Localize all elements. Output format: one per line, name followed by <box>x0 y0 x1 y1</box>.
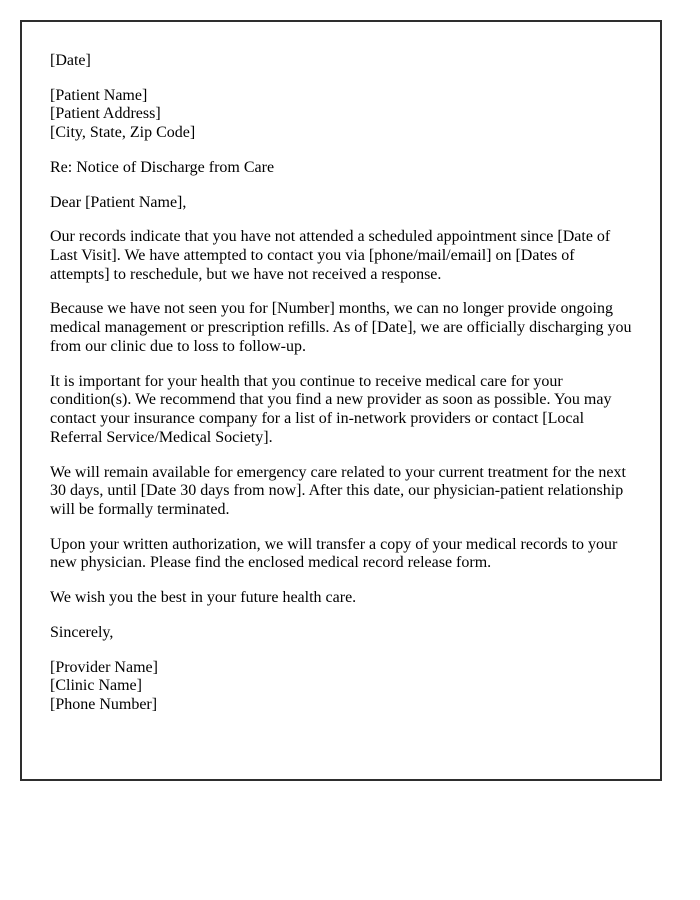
paragraph-text: Upon your written authorization, we will transfer a copy of your medical records to your new physician. Please find the enclosed medical record release form. <box>50 535 622 572</box>
date-placeholder: [Date] <box>50 52 91 69</box>
letter-frame <box>20 20 662 781</box>
letter-body <box>50 52 638 715</box>
signature-clinic-name: [Clinic Name] <box>50 677 142 695</box>
paragraph <box>50 464 638 520</box>
closing-text: Sincerely, <box>50 623 114 641</box>
signature-phone-number: [Phone Number] <box>50 695 158 713</box>
recipient-name: [Patient Name] <box>50 86 148 104</box>
paragraph <box>50 536 638 573</box>
subject-text: Re: Notice of Discharge from Care <box>50 158 275 176</box>
signature-block <box>50 659 638 715</box>
salutation-text: Dear [Patient Name], <box>50 193 187 211</box>
paragraph <box>50 373 638 448</box>
paragraph <box>50 589 638 608</box>
recipient-city-state-zip: [City, State, Zip Code] <box>50 124 196 142</box>
signature-provider-name: [Provider Name] <box>50 658 158 676</box>
paragraph-text: We wish you the best in your future health care. <box>50 589 357 607</box>
recipient-address: [Patient Address] <box>50 105 161 123</box>
paragraph-text: We will remain available for emergency care related to your current treatment for the next 30 days, until [Date 30 days from now]. After this date, our physician-patient relationship will be formally terminated. <box>50 463 630 518</box>
date-line <box>50 52 638 71</box>
salutation <box>50 194 638 213</box>
paragraph-text: Because we have not seen you for [Number] months, we can no longer provide ongoing medical management or prescription refills. As of [Date], we are officially discharging you from our clinic due to loss to follow-up. <box>50 300 636 355</box>
recipient-address-block <box>50 87 638 143</box>
paragraph-text: Our records indicate that you have not attended a scheduled appointment since [Date of Last Visit]. We have attempted to contact you via [phone/mail/email] on [Dates of attempts] to reschedule, but we have not received a response. <box>50 228 615 283</box>
paragraph-text: It is important for your health that you continue to receive medical care for your condition(s). We recommend that you find a new provider as soon as possible. You may contact your insurance company for a list of in-network providers or contact [Local Referral Service/Medical Society]. <box>50 372 616 446</box>
closing <box>50 624 638 643</box>
paragraph <box>50 228 638 284</box>
paragraph <box>50 300 638 356</box>
subject-line <box>50 159 638 178</box>
